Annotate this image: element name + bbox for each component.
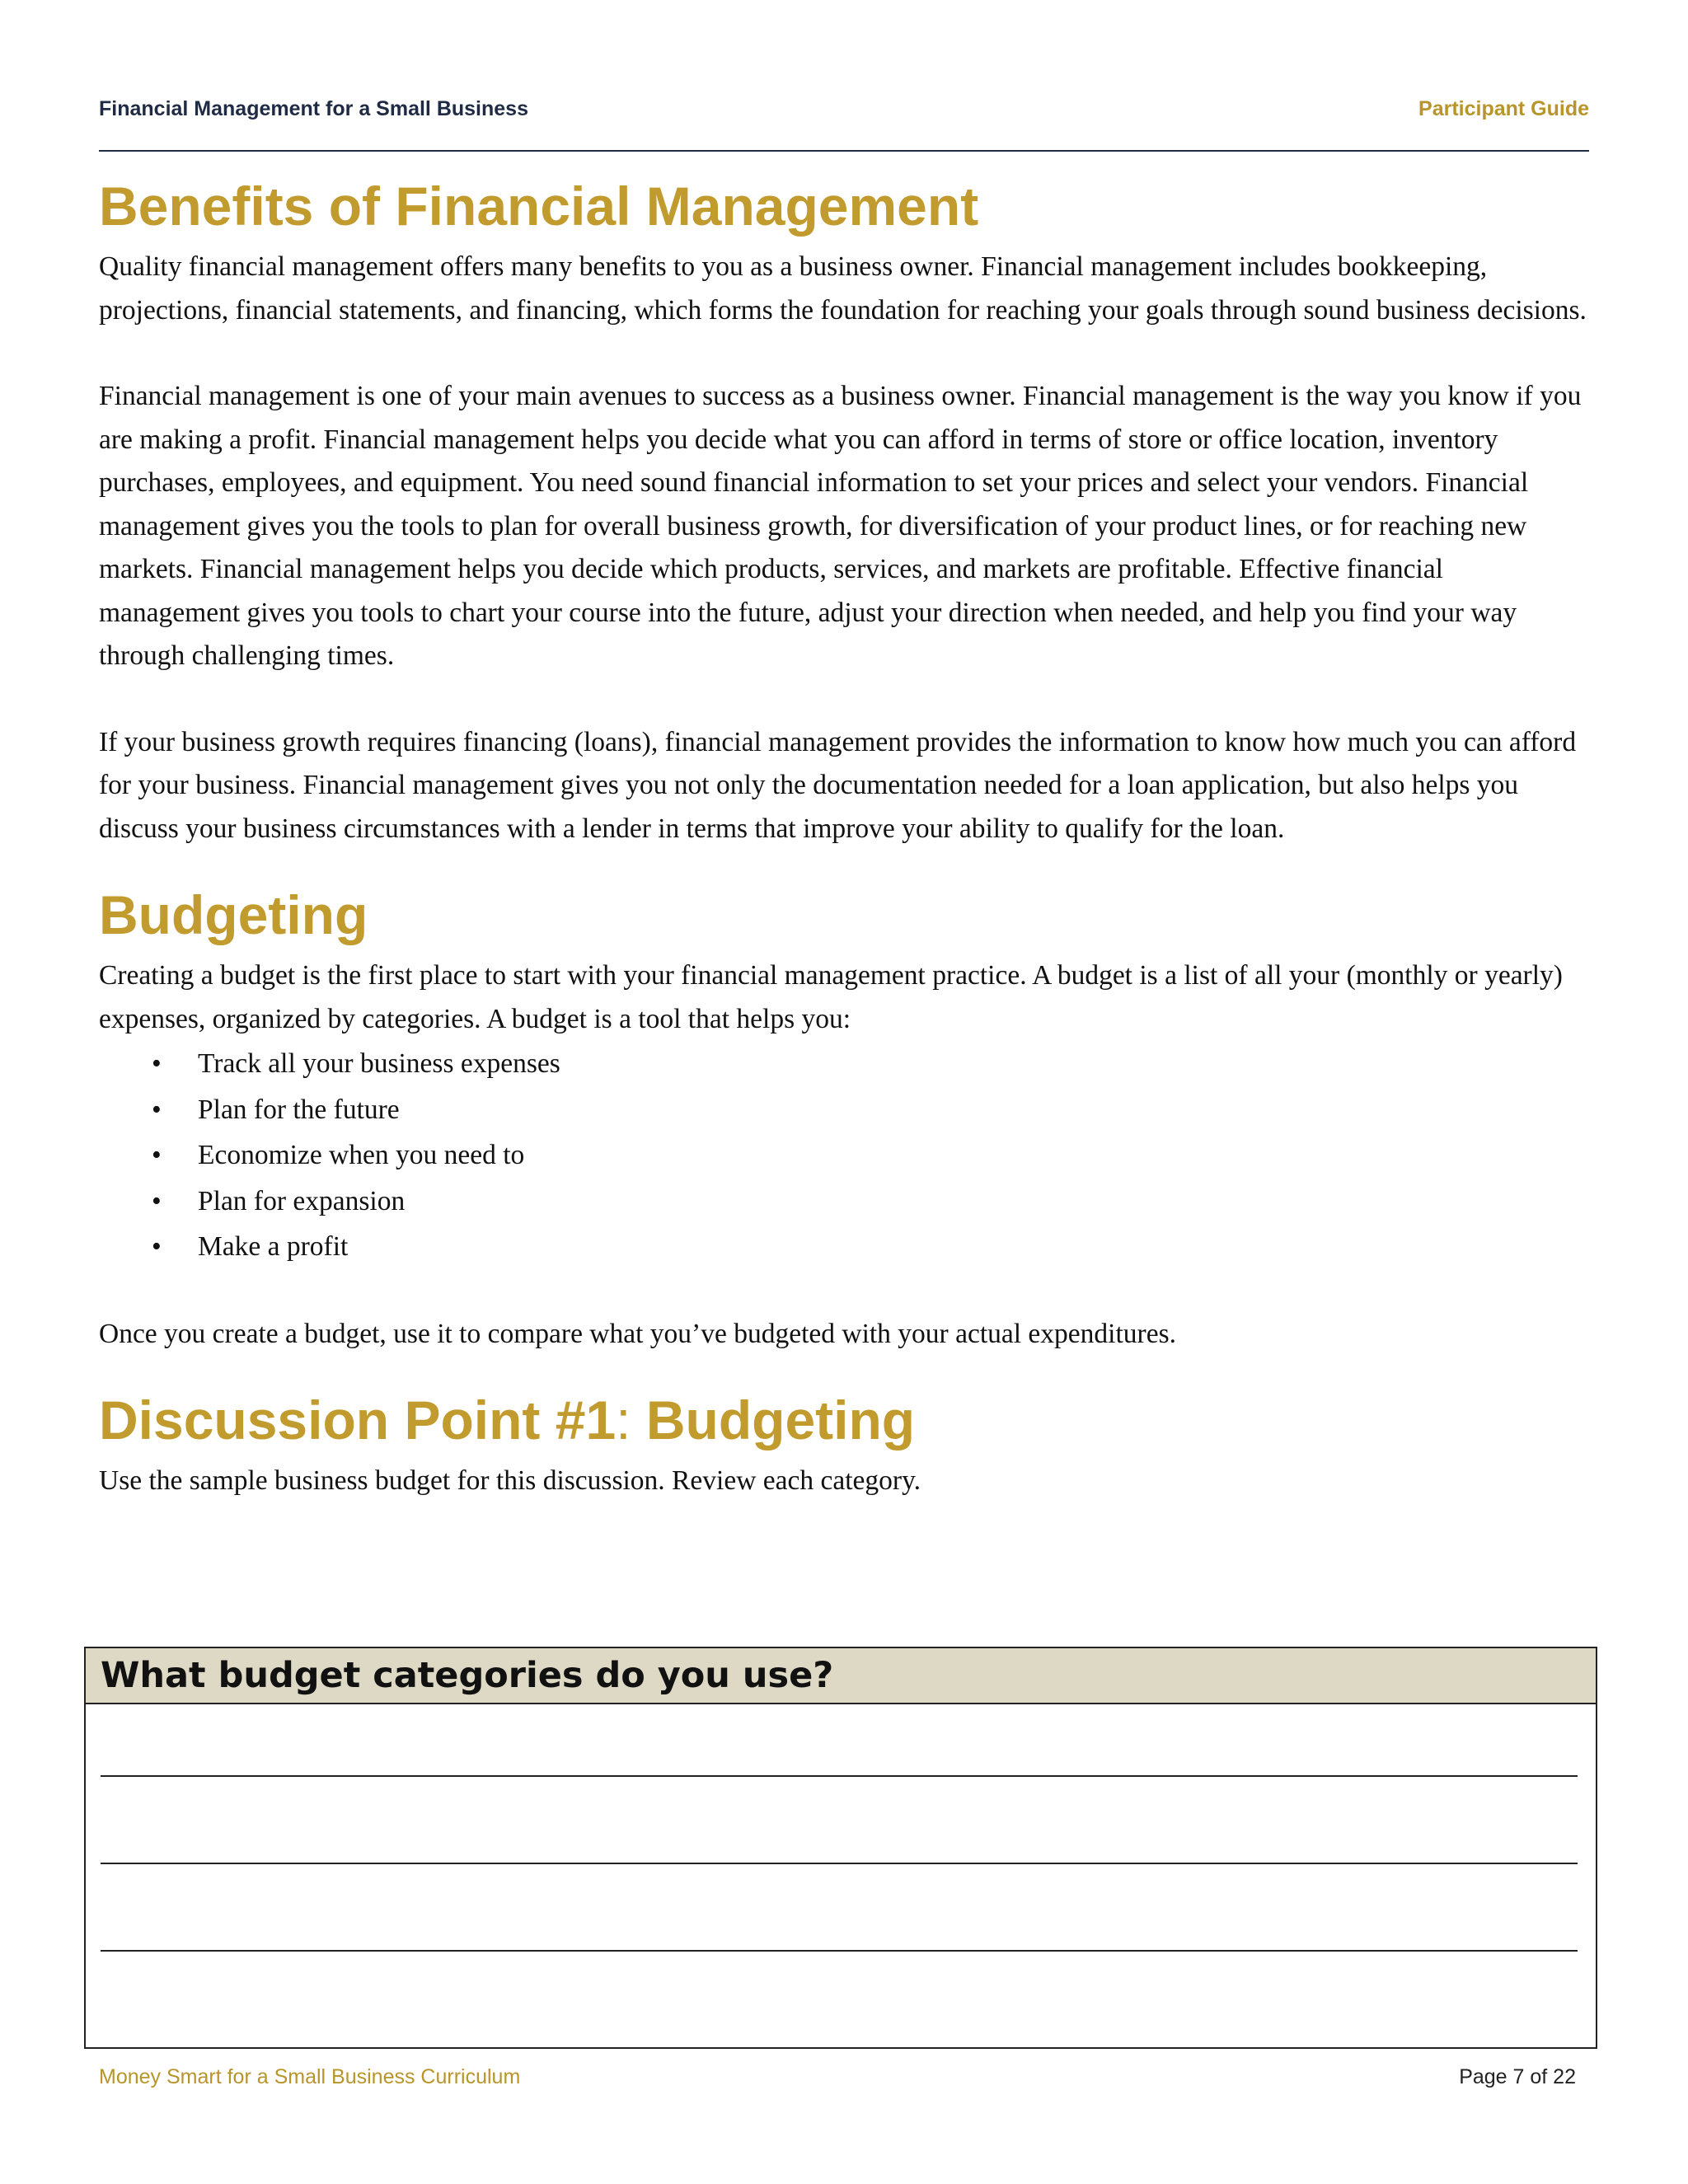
page-number: Page 7 of 22: [1459, 2065, 1576, 2088]
benefits-paragraph-1: Quality financial management offers many benefits to you as a business owner. Financial management includes bookkeeping, projections, financial statements, and financing, which forms the foundation for reaching your goals through sound business decisions.: [99, 251, 1587, 326]
discussion-question-box: [84, 1647, 1597, 2049]
benefits-paragraph-3: If your business growth requires financing (loans), financial management provides the information to know how much you can afford for your business. Financial management gives you not only the documentation needed for a loan application, but also helps you discuss your business circumstances with a lender in terms that improve your ability to qualify for the loan.: [99, 726, 1577, 844]
bullet-icon: •: [152, 1140, 162, 1170]
page-content: [99, 173, 1589, 1503]
list-item: [99, 1224, 1589, 1270]
header-guide-label: Participant Guide: [1418, 97, 1589, 120]
list-item-text: Make a profit: [198, 1231, 349, 1262]
discussion-title-part1: Discussion Point #1: [99, 1390, 617, 1451]
budgeting-bullet-list: [99, 1041, 1589, 1270]
list-item-text: Plan for expansion: [198, 1185, 406, 1216]
section-title-discussion: [99, 1387, 1589, 1453]
discussion-instruction: Use the sample business budget for this discussion. Review each category.: [99, 1465, 921, 1496]
list-item: [99, 1132, 1589, 1179]
discussion-question: What budget categories do you use?: [86, 1648, 1596, 1704]
bullet-icon: •: [152, 1231, 162, 1262]
discussion-title-part2: Budgeting: [631, 1390, 916, 1451]
list-item: [99, 1041, 1589, 1087]
list-item: [99, 1179, 1589, 1225]
bullet-icon: •: [152, 1094, 162, 1125]
discussion-title-colon: :: [616, 1390, 631, 1451]
page-header: [99, 97, 1589, 152]
budgeting-intro: Creating a budget is the first place to start with your financial management practice. A budget is a list of all your (monthly or yearly) expenses, organized by categories. A budget is a tool that helps you:: [99, 960, 1563, 1034]
benefits-paragraph-2: Financial management is one of your main avenues to success as a business owner. Financial management is the way you know if you are making a profit. Financial management helps you decide what you can afford in terms of store or office location, inventory purchases, employees, and equipment. You need sound financial information to set your prices and select your vendors. Financial management gives you the tools to plan for overall business growth, for diversification of your product lines, or for reaching new markets. Financial management helps you decide which products, services, and markets are profitable. Effective financial management gives you tools to chart your course into the future, adjust your direction when needed, and help you find your way through challenging times.: [99, 381, 1582, 671]
section-discussion: [99, 1387, 1589, 1503]
bullet-icon: •: [152, 1048, 162, 1079]
section-title-budgeting: Budgeting: [99, 884, 368, 945]
list-item-text: Economize when you need to: [198, 1140, 525, 1170]
footer-curriculum-label: Money Smart for a Small Business Curriculum: [99, 2065, 521, 2088]
list-item: [99, 1087, 1589, 1133]
budgeting-closing: Once you create a budget, use it to compare what you’ve budgeted with your actual expenditures.: [99, 1318, 1176, 1349]
section-title-benefits: Benefits of Financial Management: [99, 176, 979, 237]
header-document-title: Financial Management for a Small Business: [99, 97, 528, 120]
list-item-text: Plan for the future: [198, 1094, 400, 1125]
section-benefits: [99, 173, 1589, 851]
list-item-text: Track all your business expenses: [198, 1048, 560, 1079]
bullet-icon: •: [152, 1185, 162, 1216]
answer-line-1[interactable]: [101, 1775, 1578, 1777]
answer-line-2[interactable]: [101, 1863, 1578, 1864]
section-budgeting: [99, 882, 1589, 1356]
answer-line-3[interactable]: [101, 1950, 1578, 1952]
